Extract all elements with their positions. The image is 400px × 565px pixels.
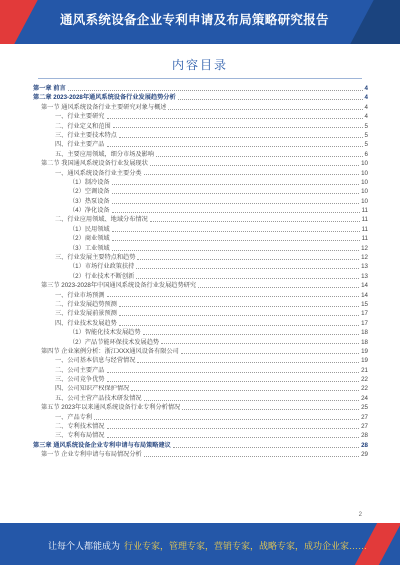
header-banner: [0, 0, 400, 44]
toc-entry[interactable]: [33, 356, 368, 365]
dot-leader: [112, 240, 360, 241]
dot-leader: [119, 315, 359, 316]
toc-entry-page: 24: [361, 394, 368, 402]
table-of-contents: [33, 84, 368, 460]
toc-entry-page: 4: [364, 94, 368, 102]
toc-entry-page: 10: [361, 188, 368, 196]
dot-leader: [112, 250, 360, 251]
toc-entry-page: 4: [364, 103, 368, 111]
toc-entry[interactable]: [33, 272, 368, 281]
toc-entry-page: 11: [361, 216, 368, 224]
toc-entry-label: （1）智能化技术发展趋势: [69, 329, 141, 337]
toc-entry[interactable]: [33, 431, 368, 440]
toc-entry-label: 三、行业主要技术特点: [55, 131, 117, 139]
toc-entry[interactable]: [33, 169, 368, 178]
dot-leader: [137, 362, 359, 363]
dot-leader: [94, 419, 359, 420]
toc-entry-label: 一、通风系统设备行业主要分类: [55, 169, 142, 177]
toc-entry-label: 第二节 我国通风系统设备行业发展现状: [41, 160, 148, 168]
toc-entry-page: 10: [361, 169, 368, 177]
dot-leader: [68, 90, 363, 91]
toc-entry-page: 22: [361, 376, 368, 384]
toc-entry-page: 12: [361, 244, 368, 252]
toc-entry-label: （3）热泵设备: [69, 197, 110, 205]
toc-entry-label: 第三章 通风系统设备企业专利申请与布局策略建议: [33, 441, 171, 449]
dot-leader: [150, 165, 359, 166]
toc-entry-page: 18: [361, 338, 368, 346]
toc-entry-label: 二、行业应用领域、地域分布情况: [55, 216, 148, 224]
toc-entry-page: 5: [364, 122, 368, 130]
toc-entry[interactable]: [33, 103, 368, 112]
toc-entry[interactable]: [33, 300, 368, 309]
toc-entry-page: 25: [361, 404, 368, 412]
toc-entry[interactable]: [33, 450, 368, 459]
toc-entry-page: 17: [361, 310, 368, 318]
dot-leader: [107, 381, 360, 382]
dot-leader: [181, 353, 359, 354]
dot-leader: [144, 400, 359, 401]
toc-heading: 内容目录: [171, 58, 228, 72]
dot-leader: [137, 259, 359, 260]
toc-entry-label: 第一节 企业专利申请与布局情况分析: [41, 451, 142, 459]
toc-entry-page: 28: [361, 441, 368, 449]
toc-entry-page: 13: [361, 272, 368, 280]
toc-entry-page: 4: [364, 84, 368, 92]
toc-entry[interactable]: [33, 112, 368, 121]
toc-entry[interactable]: [33, 347, 368, 356]
toc-entry[interactable]: [33, 93, 368, 102]
toc-entry[interactable]: [33, 385, 368, 394]
dot-leader: [150, 221, 360, 222]
toc-entry-label: （2）商业领域: [69, 235, 110, 243]
toc-entry-page: 21: [361, 366, 368, 374]
dot-leader: [198, 287, 359, 288]
toc-entry[interactable]: [33, 319, 368, 328]
dot-leader: [144, 174, 359, 175]
toc-entry[interactable]: [33, 215, 368, 224]
toc-entry-page: 10: [361, 197, 368, 205]
toc-entry-page: 17: [361, 319, 368, 327]
decorative-stripe: [350, 0, 400, 44]
dot-leader: [112, 212, 360, 213]
toc-entry[interactable]: [33, 291, 368, 300]
divider: [38, 78, 362, 79]
toc-entry-label: 三、专利布局情况: [55, 432, 105, 440]
toc-entry[interactable]: [33, 422, 368, 431]
toc-entry-label: 一、产品专利: [55, 413, 93, 421]
toc-entry-label: 第二章 2023-2028年通风系统设备行业发展趋势分析: [33, 94, 176, 102]
toc-entry-label: （2）空调设备: [69, 188, 110, 196]
toc-entry-label: （1）制冷设备: [69, 178, 110, 186]
dot-leader: [107, 146, 363, 147]
toc-entry[interactable]: [33, 244, 368, 253]
toc-entry[interactable]: [33, 413, 368, 422]
footer-roles: 行业专家，管理专家，营销专家，战略专家，成功企业家……: [124, 541, 368, 551]
toc-entry-label: 第一节 通风系统设备行业主要研究对象与概述: [41, 103, 167, 111]
toc-entry-label: （4）净化设备: [69, 207, 110, 215]
toc-entry[interactable]: [33, 281, 368, 290]
toc-entry-page: 11: [361, 225, 368, 233]
toc-entry-page: 11: [361, 207, 368, 215]
toc-entry-page: 14: [361, 291, 368, 299]
toc-entry-page: 5: [364, 141, 368, 149]
report-title: 通风系统设备企业专利申请及布局策略研究报告: [60, 13, 329, 27]
dot-leader: [107, 437, 360, 438]
toc-entry[interactable]: [33, 262, 368, 271]
toc-entry-label: （2）产品节能环保技术发展趋势: [69, 338, 160, 346]
toc-entry-label: 五、公司主营产品技术研发情况: [55, 394, 142, 402]
toc-entry-label: 五、主要应用领域，细分市场及影响: [55, 150, 154, 158]
toc-entry-label: 二、行业定义和范围: [55, 122, 111, 130]
dot-leader: [112, 203, 360, 204]
dot-leader: [119, 325, 359, 326]
toc-entry[interactable]: [33, 375, 368, 384]
toc-entry-page: 12: [361, 254, 368, 262]
toc-entry-label: 二、行业发展趋势预测: [55, 300, 117, 308]
toc-entry-label: 第五节 2023年以来通风系统设备行业专利分析情况: [41, 404, 181, 412]
dot-leader: [107, 118, 363, 119]
dot-leader: [168, 109, 362, 110]
toc-entry-page: 22: [361, 385, 368, 393]
toc-entry-label: （2）行业技术不断创新: [69, 272, 135, 280]
toc-entry[interactable]: [33, 394, 368, 403]
toc-entry-label: 二、公司主要产品: [55, 366, 105, 374]
dot-leader: [144, 456, 359, 457]
toc-entry-label: 第一章 前言: [33, 84, 66, 92]
toc-entry-page: 10: [361, 178, 368, 186]
dot-leader: [119, 137, 363, 138]
toc-entry-label: 四、公司知识产权保护情况: [55, 385, 130, 393]
toc-entry-page: 27: [361, 423, 368, 431]
toc-entry[interactable]: [33, 328, 368, 337]
toc-entry-label: 四、行业技术发展趋势: [55, 319, 117, 327]
toc-entry-page: 5: [364, 131, 368, 139]
dot-leader: [112, 231, 360, 232]
toc-entry-page: 6: [364, 150, 368, 158]
decorative-stripe: [0, 0, 38, 44]
toc-entry-page: 27: [361, 413, 368, 421]
toc-entry-label: 一、公司基本信息与经营情况: [55, 357, 136, 365]
toc-entry-page: 11: [361, 235, 368, 243]
toc-entry-page: 29: [361, 451, 368, 459]
dot-leader: [131, 390, 359, 391]
toc-entry[interactable]: [33, 197, 368, 206]
dot-leader: [119, 306, 359, 307]
toc-entry-label: 二、专利技术情况: [55, 423, 105, 431]
footer-banner: [0, 523, 400, 565]
toc-entry[interactable]: [33, 206, 368, 215]
dot-leader: [161, 343, 359, 344]
toc-entry-page: 13: [361, 263, 368, 271]
toc-entry-page: 15: [361, 300, 368, 308]
dot-leader: [113, 127, 363, 128]
toc-entry[interactable]: [33, 309, 368, 318]
toc-entry-label: 第三节 2023-2028年中国通风系统设备行业发展趋势研究: [41, 282, 197, 290]
dot-leader: [107, 296, 360, 297]
toc-entry-label: 一、行业主要研究: [55, 113, 105, 121]
toc-entry[interactable]: [33, 131, 368, 140]
dot-leader: [107, 372, 360, 373]
toc-entry-page: 14: [361, 282, 368, 290]
toc-entry-label: 三、公司竞争优势: [55, 376, 105, 384]
toc-entry-page: 19: [361, 347, 368, 355]
toc-entry-label: （3）工业领域: [69, 244, 110, 252]
toc-entry[interactable]: [33, 178, 368, 187]
toc-entry-page: 18: [361, 329, 368, 337]
toc-entry-label: 四、行业主要产品: [55, 141, 105, 149]
toc-entry-label: （1）市场行业政策扶持: [69, 263, 135, 271]
dot-leader: [136, 278, 359, 279]
toc-entry[interactable]: [33, 403, 368, 412]
toc-entry[interactable]: [33, 187, 368, 196]
toc-entry-page: 10: [361, 160, 368, 168]
page-number: 2: [358, 512, 362, 518]
dot-leader: [112, 193, 360, 194]
toc-entry-page: 28: [361, 432, 368, 440]
toc-entry[interactable]: [33, 338, 368, 347]
dot-leader: [107, 428, 360, 429]
toc-entry[interactable]: [33, 150, 368, 159]
toc-entry-label: 一、行业市场预测: [55, 291, 105, 299]
dot-leader: [182, 409, 359, 410]
toc-entry-label: 三、行业发展主要特点和趋势: [55, 254, 136, 262]
toc-entry-page: 4: [364, 113, 368, 121]
dot-leader: [156, 156, 363, 157]
toc-entry[interactable]: [33, 140, 368, 149]
dot-leader: [136, 268, 359, 269]
dot-leader: [143, 334, 360, 335]
toc-entry[interactable]: [33, 234, 368, 243]
toc-entry-label: 三、行业发展前景预测: [55, 310, 117, 318]
toc-entry[interactable]: [33, 84, 368, 93]
toc-entry[interactable]: [33, 159, 368, 168]
toc-entry-label: 第四节 企业案例分析：浙江XXX通风设备有限公司: [41, 347, 179, 355]
toc-entry[interactable]: [33, 253, 368, 262]
toc-entry[interactable]: [33, 441, 368, 450]
dot-leader: [178, 99, 363, 100]
toc-entry-label: （1）民用领域: [69, 225, 110, 233]
toc-entry[interactable]: [33, 122, 368, 131]
dot-leader: [173, 447, 359, 448]
toc-entry-page: 19: [361, 357, 368, 365]
toc-entry[interactable]: [33, 366, 368, 375]
toc-entry[interactable]: [33, 225, 368, 234]
dot-leader: [112, 184, 360, 185]
footer-slogan: 让每个人都能成为: [48, 541, 121, 551]
